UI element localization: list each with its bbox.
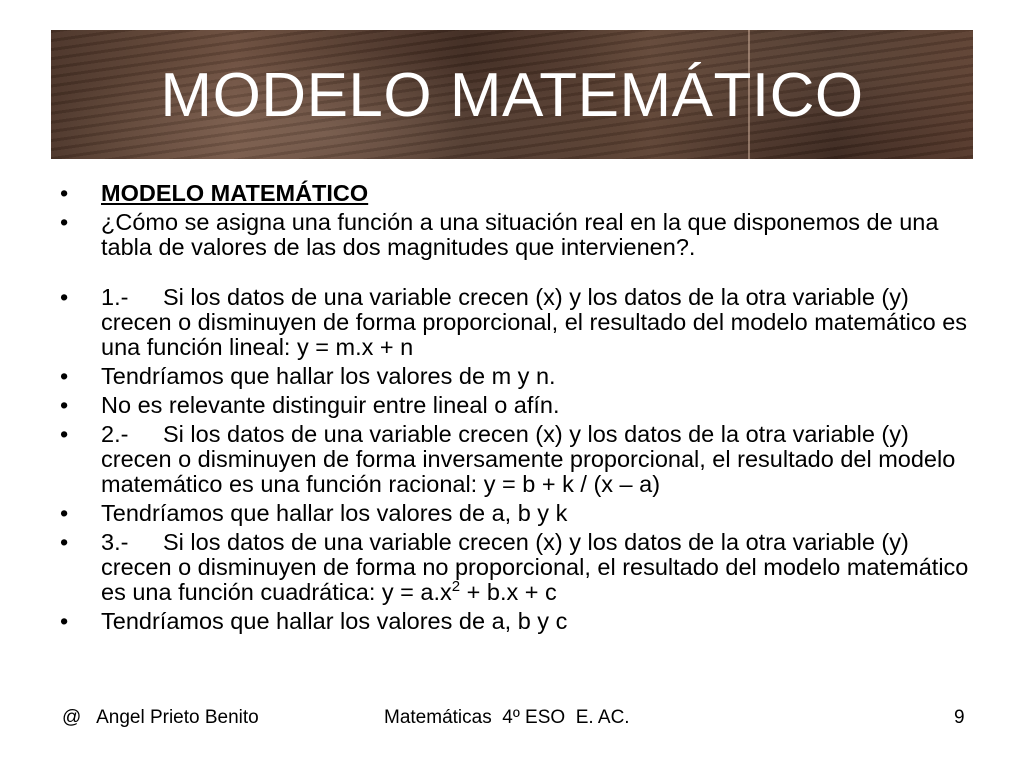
exponent: 2: [451, 578, 461, 596]
bullet-text: Tendríamos que hallar los valores de m y n.: [101, 363, 556, 389]
bullet-dot: •: [60, 608, 69, 634]
bullet-dot: •: [60, 209, 69, 235]
page-number: 9: [954, 707, 965, 728]
footer-author: @ Angel Prieto Benito: [62, 707, 259, 728]
bullet-text: No es relevante distinguir entre lineal o afín.: [101, 392, 560, 418]
bullet-dot: •: [60, 363, 69, 389]
bullet-text: ¿Cómo se asigna una función a una situación real en la que disponemos de una tabla de valores de las dos magnitudes que intervienen?.: [101, 209, 939, 260]
bullet-dot: •: [60, 500, 69, 526]
footer-course: Matemáticas 4º ESO E. AC.: [384, 707, 630, 728]
bullet-text: Tendríamos que hallar los valores de a, b y c: [101, 608, 568, 634]
bullet-dot: •: [60, 284, 69, 310]
bullet-note: [60, 393, 970, 418]
slide-content: [60, 181, 970, 638]
bullet-text: Tendríamos que hallar los valores de a, b y k: [101, 500, 568, 526]
case-number: 1.-: [101, 284, 129, 310]
case-number: 2.-: [101, 421, 129, 447]
bullet-case-2: [60, 422, 970, 497]
bullet-text: Si los datos de una variable crecen (x) y los datos de la otra variable (y) crecen o disminuyen de forma no proporcional, el resultado del modelo matemático es una función cuadrática: y = a.x: [101, 529, 969, 605]
bullet-text: Si los datos de una variable crecen (x) y los datos de la otra variable (y) crecen o disminuyen de forma proporcional, el resultado del modelo matemático es una función lineal: y = m.x + n: [101, 284, 968, 360]
bullet-dot: •: [60, 180, 69, 206]
bullet-text: Si los datos de una variable crecen (x) y los datos de la otra variable (y) crecen o disminuyen de forma inversamente proporcional, el resultado del modelo matemático es una función racional: y = b + k / (x – a): [101, 421, 956, 497]
bullet-heading: [60, 181, 970, 206]
bullet-text-tail: + b.x + c: [460, 579, 557, 605]
bullet-note: [60, 609, 970, 634]
slide-title: MODELO MATEMÁTICO: [160, 61, 864, 130]
bullet-dot: •: [60, 421, 69, 447]
bullet-case-3: [60, 530, 970, 605]
bullet-note: [60, 501, 970, 526]
case-number: 3.-: [101, 529, 129, 555]
bullet-note: [60, 364, 970, 389]
bullet-dot: •: [60, 529, 69, 555]
title-banner: [51, 30, 973, 159]
bullet-question: [60, 210, 970, 260]
bullet-case-1: [60, 285, 970, 360]
bullet-dot: •: [60, 392, 69, 418]
heading-text: MODELO MATEMÁTICO: [101, 180, 369, 206]
